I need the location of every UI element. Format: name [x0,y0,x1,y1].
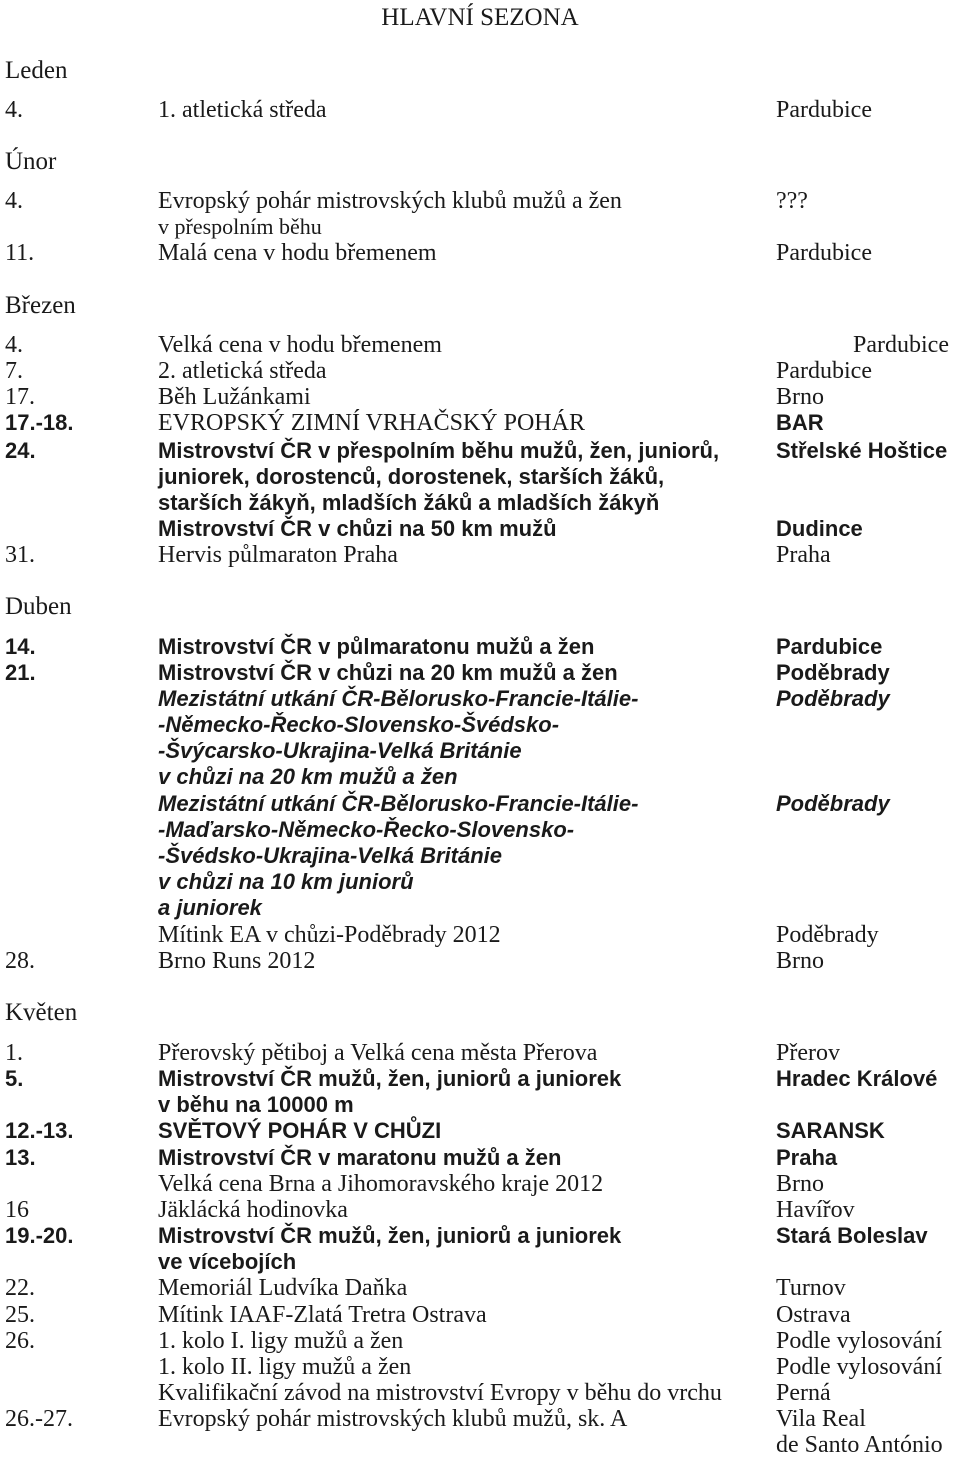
event-name: v běhu na 10000 m [158,1092,354,1117]
event-date: 12.-13. [5,1118,74,1143]
list-item [0,791,960,817]
event-place: Hradec Králové [776,1066,938,1091]
list-item [0,410,960,436]
event-name: Mítink IAAF-Zlatá Tretra Ostrava [158,1302,487,1328]
event-place: Pardubice [776,358,872,384]
event-place: Stará Boleslav [776,1223,928,1248]
event-name: -Švýcarsko-Ukrajina-Velká Británie [158,738,522,763]
list-item [0,712,960,738]
event-name: Memoriál Ludvíka Daňka [158,1275,408,1301]
event-date: 5. [5,1066,24,1091]
event-date: 16 [5,1197,29,1223]
event-name: Mistrovství ČR v půlmaratonu mužů a žen [158,634,595,659]
event-name: Kvalifikační závod na mistrovství Evropy v běhu do vrchu [158,1380,722,1406]
list-item [0,358,960,384]
event-name: a juniorek [158,895,262,920]
event-date: 11. [5,240,35,266]
list-item [0,764,960,790]
list-item [0,634,960,660]
event-name: 1. kolo II. ligy mužů a žen [158,1354,412,1380]
event-place: Ostrava [776,1302,851,1328]
list-item [0,1328,960,1354]
event-name: Mistrovství ČR v maratonu mužů a žen [158,1145,562,1170]
list-item [0,332,960,358]
event-date: 14. [5,634,36,659]
event-place: SARANSK [776,1118,885,1143]
event-place: Vila Real [776,1406,866,1432]
list-item [0,869,960,895]
list-item [0,1302,960,1328]
list-item [0,1275,960,1301]
event-date: 13. [5,1145,36,1170]
list-item [0,1380,960,1406]
list-item [0,738,960,764]
list-item [0,1092,960,1118]
event-name: -Maďarsko-Německo-Řecko-Slovensko- [158,817,575,842]
event-name: 1. atletická středa [158,97,327,123]
event-name: Evropský pohár mistrovských klubů mužů, sk. A [158,1406,628,1432]
event-place: Podle vylosování [776,1354,942,1380]
list-item [0,188,960,214]
event-name: SVĚTOVÝ POHÁR V CHŮZI [158,1118,442,1143]
month-heading-march: Březen [5,292,76,319]
event-name: EVROPSKÝ ZIMNÍ VRHAČSKÝ POHÁR [158,410,585,436]
event-place: Turnov [776,1275,846,1301]
list-item [0,384,960,410]
event-name: Mistrovství ČR mužů, žen, juniorů a juniorek [158,1066,622,1091]
event-date: 17. [5,384,35,410]
list-item [0,1249,960,1275]
event-date: 26. [5,1328,35,1354]
list-item [0,1432,960,1458]
event-name: Mezistátní utkání ČR-Bělorusko-Francie-Itálie- [158,791,639,816]
event-name: v chůzi na 20 km mužů a žen [158,764,458,789]
page-title: HLAVNÍ SEZONA [381,4,579,31]
list-item [0,895,960,921]
month-heading-april: Duben [5,593,72,620]
list-item [0,660,960,686]
event-name: Velká cena Brna a Jihomoravského kraje 2012 [158,1171,604,1197]
list-item [0,464,960,490]
event-name: Běh Lužánkami [158,384,311,410]
event-name: Mistrovství ČR v chůzi na 50 km mužů [158,516,557,541]
event-date: 24. [5,438,36,463]
list-item [0,1040,960,1066]
event-name: Hervis půlmaraton Praha [158,542,398,568]
list-item [0,1197,960,1223]
event-place: de Santo António [776,1432,943,1458]
event-place: Podle vylosování [776,1328,942,1354]
event-place: Poděbrady [776,686,890,711]
event-date: 1. [5,1040,23,1066]
event-date: 21. [5,660,36,685]
event-name: Brno Runs 2012 [158,948,316,974]
event-place: Brno [776,948,824,974]
list-item [0,1066,960,1092]
event-date: 31. [5,542,35,568]
event-name: Jäklácká hodinovka [158,1197,348,1223]
event-date: 7. [5,358,23,384]
event-name: v přespolním běhu [158,214,322,239]
event-name: Mistrovství ČR v přespolním běhu mužů, žen, juniorů, [158,438,720,463]
event-date: 22. [5,1275,35,1301]
event-place: Střelské Hoštice [776,438,948,463]
event-place: Dudince [776,516,863,541]
event-name: -Švédsko-Ukrajina-Velká Británie [158,843,502,868]
event-date: 4. [5,97,23,123]
list-item [0,1406,960,1432]
list-item [0,97,960,123]
event-date: 26.-27. [5,1406,73,1432]
list-item [0,1145,960,1171]
event-name: Malá cena v hodu břemenem [158,240,437,266]
event-name: juniorek, dorostenců, dorostenek, starších žáků, [158,464,665,489]
event-name: Přerovský pětiboj a Velká cena města Přerova [158,1040,598,1066]
list-item [0,922,960,948]
event-name: Mítink EA v chůzi-Poděbrady 2012 [158,922,501,948]
list-item [0,817,960,843]
event-place: Pardubice [776,240,872,266]
event-date: 4. [5,188,23,214]
event-name: Mezistátní utkání ČR-Bělorusko-Francie-Itálie- [158,686,639,711]
event-date: 28. [5,948,35,974]
event-place: Praha [776,542,831,568]
event-name: Mistrovství ČR mužů, žen, juniorů a juniorek [158,1223,622,1248]
event-place: Praha [776,1145,838,1170]
event-name: 2. atletická středa [158,358,327,384]
event-place: Brno [776,384,824,410]
month-heading-may: Květen [5,999,78,1026]
event-place: Pardubice [776,634,883,659]
event-name: Velká cena v hodu břemenem [158,332,442,358]
event-name: Evropský pohár mistrovských klubů mužů a žen [158,188,622,214]
list-item [0,1171,960,1197]
event-place: Brno [776,1171,824,1197]
list-item [0,516,960,542]
month-heading-february: Únor [5,148,57,175]
list-item [0,1354,960,1380]
list-item [0,438,960,464]
event-place: Pardubice [853,332,949,358]
event-place: ??? [776,188,808,214]
list-item [0,948,960,974]
list-item [0,490,960,516]
event-name: v chůzi na 10 km juniorů [158,869,414,894]
event-name: Mistrovství ČR v chůzi na 20 km mužů a žen [158,660,618,685]
event-place: BAR [776,410,824,435]
event-place: Přerov [776,1040,840,1066]
event-place: Poděbrady [776,660,890,685]
list-item [0,1223,960,1249]
list-item [0,843,960,869]
event-place: Perná [776,1380,831,1406]
month-heading-january: Leden [5,57,68,84]
event-name: starších žákyň, mladších žáků a mladších žákyň [158,490,660,515]
list-item [0,1118,960,1144]
event-name: ve vícebojích [158,1249,297,1274]
event-name: -Německo-Řecko-Slovensko-Švédsko- [158,712,560,737]
list-item [0,542,960,568]
event-place: Poděbrady [776,922,879,948]
list-item [0,686,960,712]
event-place: Poděbrady [776,791,890,816]
list-item [0,214,960,240]
event-date: 19.-20. [5,1223,74,1248]
event-date: 17.-18. [5,410,74,435]
event-place: Pardubice [776,97,872,123]
event-date: 25. [5,1302,35,1328]
event-name: 1. kolo I. ligy mužů a žen [158,1328,404,1354]
event-date: 4. [5,332,23,358]
event-place: Havířov [776,1197,855,1223]
list-item [0,240,960,266]
